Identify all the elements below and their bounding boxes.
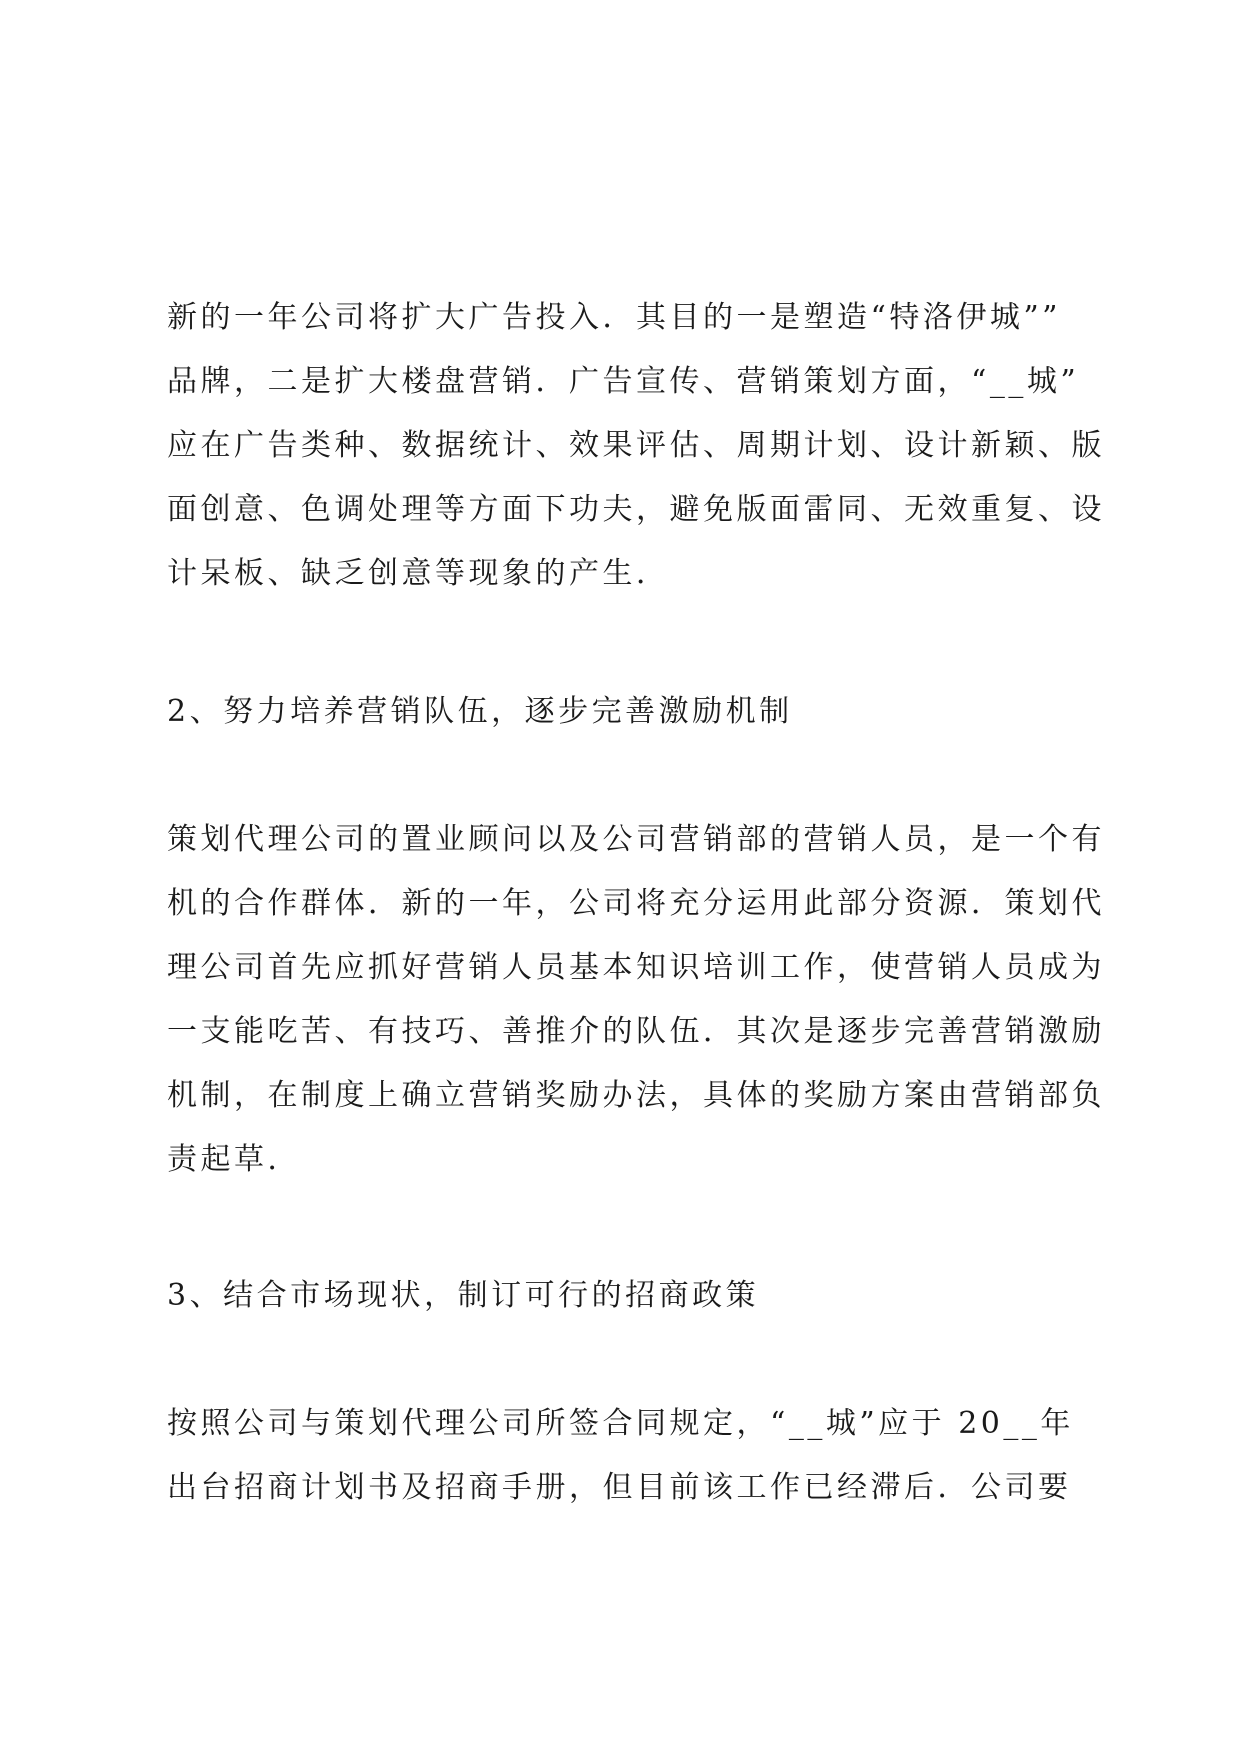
paragraph-advertising: [167, 286, 1107, 606]
paragraph-investment-policy: [167, 1392, 1107, 1520]
paragraph-line: 一支能吃苦、有技巧、善推介的队伍．其次是逐步完善营销激励: [167, 1014, 1105, 1049]
paragraph-line: 机的合作群体．新的一年，公司将充分运用此部分资源．策划代: [167, 886, 1105, 921]
paragraph-sales-team: [167, 808, 1107, 1192]
paragraph-line: 品牌，二是扩大楼盘营销．广告宣传、营销策划方面，“__城”: [167, 364, 1080, 399]
section-heading-2: 2、努力培养营销队伍，逐步完善激励机制: [167, 694, 793, 729]
paragraph-line: 机制，在制度上确立营销奖励办法，具体的奖励方案由营销部负: [167, 1078, 1105, 1113]
paragraph-line: 按照公司与策划代理公司所签合同规定，“__城”应于 20__年: [167, 1406, 1074, 1441]
paragraph-line: 出台招商计划书及招商手册，但目前该工作已经滞后．公司要: [167, 1470, 1072, 1505]
paragraph-line: 理公司首先应抓好营销人员基本知识培训工作，使营销人员成为: [167, 950, 1105, 985]
paragraph-line: 责起草．: [167, 1142, 301, 1177]
paragraph-line: 新的一年公司将扩大广告投入．其目的一是塑造“特洛伊城””: [167, 300, 1062, 335]
paragraph-line: 应在广告类种、数据统计、效果评估、周期计划、设计新颖、版: [167, 428, 1105, 463]
paragraph-line: 计呆板、缺乏创意等现象的产生．: [167, 556, 670, 591]
paragraph-line: 策划代理公司的置业顾问以及公司营销部的营销人员，是一个有: [167, 822, 1105, 857]
paragraph-line: 面创意、色调处理等方面下功夫，避免版面雷同、无效重复、设: [167, 492, 1105, 527]
section-heading-3: 3、结合市场现状，制订可行的招商政策: [167, 1278, 760, 1313]
